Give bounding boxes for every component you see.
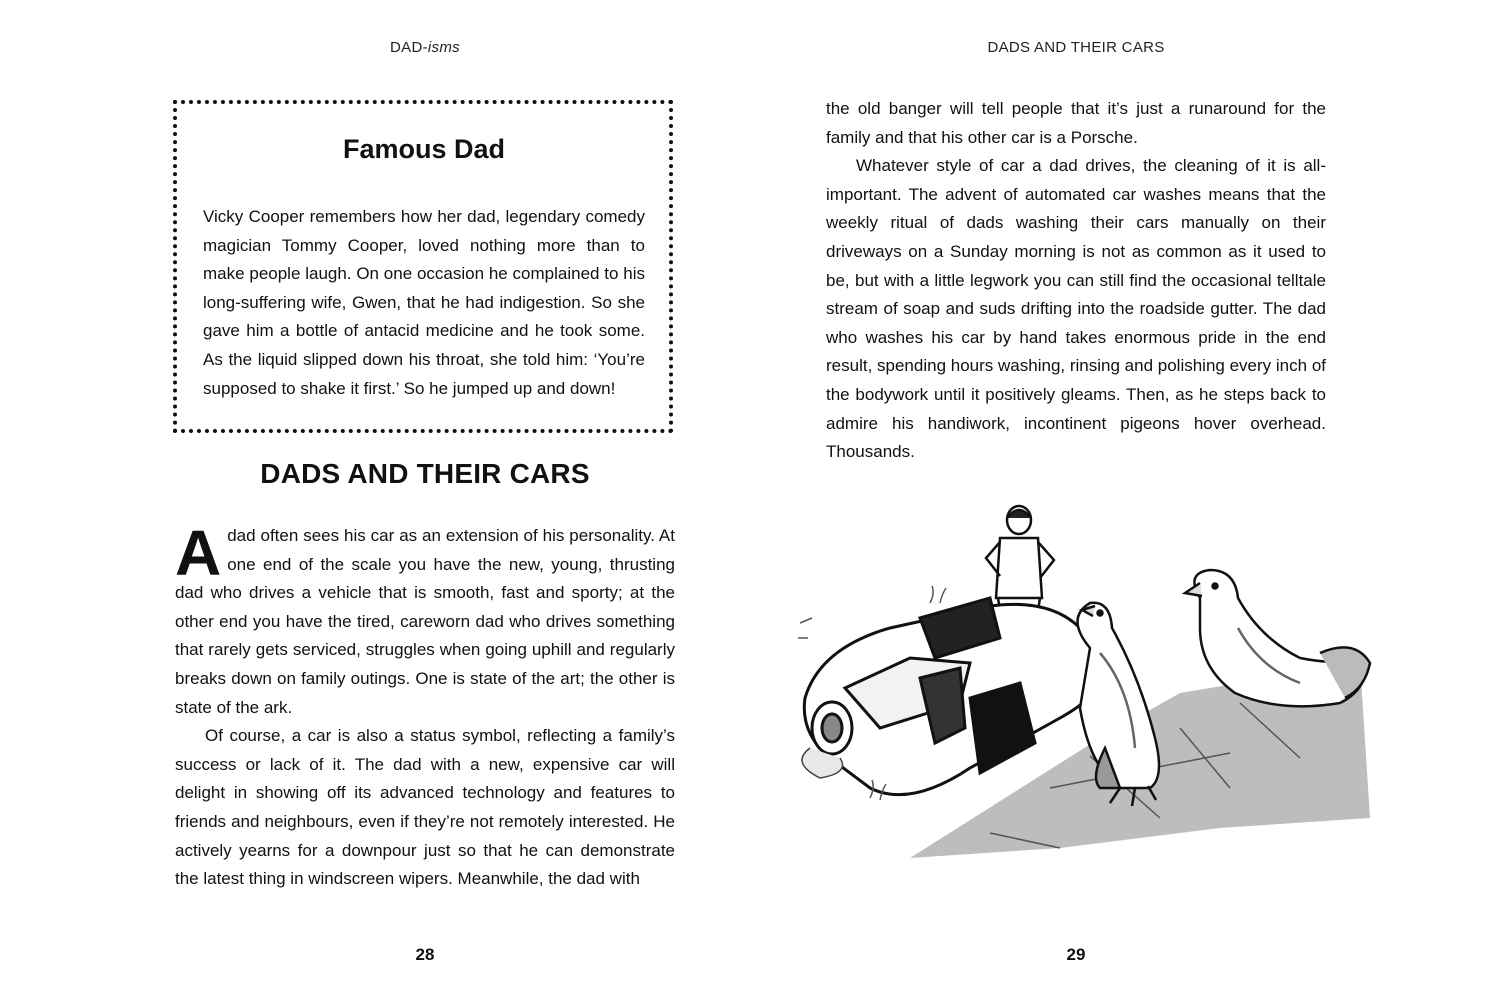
drop-cap: A [175,517,222,589]
right-paragraph-1: the old banger will tell people that it’s just a runaround for the family and that his other car is a Porsche. [826,99,1326,147]
right-page [750,0,1500,1000]
section-heading: DADS AND THEIR CARS [260,458,590,489]
left-paragraph-1-text: dad often sees his car as an extension of his personality. At one end of the scale you have the new, young, thrusting dad who drives a vehicle that is smooth, fast and sporty; at the other end you have the tired, careworn dad who drives something that rarely gets serviced, struggles when going uphill and regularly breaks down on family outings. One is state of the art; the other is state of the ark. [175,526,675,717]
sidebar-body: Vicky Cooper remembers how her dad, legendary comedy magician Tommy Cooper, loved nothing more than to make people laugh. On one occasion he complained to his long-suffering wife, Gwen, that he had indigestion. So she gave him a bottle of antacid medicine and he took some. As the liquid slipped down his throat, she told him: ‘You’re supposed to shake it first.’ So he jumped up and down! [203,207,645,398]
left-body-text [175,517,675,894]
right-paragraph-2: Whatever style of car a dad drives, the cleaning of it is all-important. The advent of automated car washes means that the weekly ritual of dads washing their cars manually on their driveways on a Sunday morning is not as common as it used to be, but with a little legwork you can still find the occasional telltale stream of soap and suds drifting into the roadside gutter. The dad who washes his car by hand takes enormous pride in the end result, spending hours washing, rinsing and polishing every inch of the bodywork until it positively gleams. Then, as he steps back to admire his handiwork, incontinent pigeons hover overhead. Thousands. [826,156,1326,462]
page-number-right: 29 [1066,945,1086,964]
famous-dad-sidebar [173,100,673,433]
running-head-main: DAD- [390,39,428,56]
car-and-pigeons-illustration [760,488,1380,878]
pigeon-right [1185,570,1370,706]
running-head-left [0,39,850,56]
right-body-text [826,95,1326,467]
left-paragraph-2: Of course, a car is also a status symbol, reflecting a family’s success or lack of it. The dad with a new, expensive car will delight in showing off its advanced technology and features to friends and neighbours, even if they’re not remotely interested. He actively yearns for a downpour just so that he can demonstrate the latest thing in windscreen wipers. Meanwhile, the dad with [175,726,675,889]
running-head-right: DADS AND THEIR CARS [987,39,1165,56]
sidebar-title: Famous Dad [342,134,506,164]
page-number-left: 28 [415,945,435,964]
left-paragraph-1 [175,517,675,722]
running-head-italic: isms [427,39,460,56]
